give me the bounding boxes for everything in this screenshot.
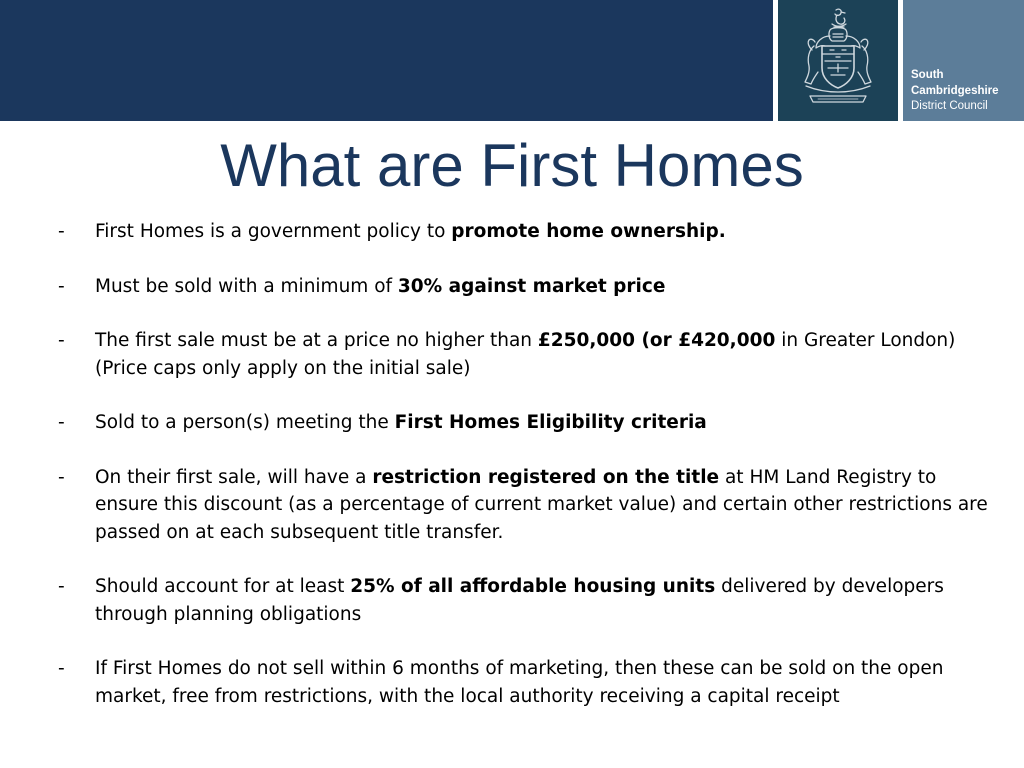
bullet-item [58,655,998,710]
bullet-item [58,327,998,382]
bullet-bold-text: 25% of all affordable housing units [350,576,716,597]
bullet-bold-text: 30% against market price [397,275,666,297]
bullet-text: On their first sale, will have a [95,466,373,488]
crest-panel [778,0,898,121]
bullet-dash: - [58,576,65,597]
bullet-text: First Homes is a government policy to [95,221,452,242]
slide-title: What are First Homes [220,132,804,199]
council-name-line-3: District Council [911,100,988,112]
header-band [0,0,773,121]
bullet-text: The first sale must be at a price no higher than [95,330,538,351]
bullet-item [58,409,998,437]
bullet-bold-text: promote home ownership. [451,221,726,242]
council-name-line-2: Cambridgeshire [911,84,999,97]
bullet-text: Sold to a person(s) meeting the [95,412,395,433]
bullet-text: Should account for at least [95,576,351,597]
bullet-item [58,464,998,547]
bullet-dash: - [58,330,65,351]
bullet-dash: - [58,275,65,297]
bullet-text: delivered by developers through planning obligations [95,576,944,625]
bullet-text: Must be sold with a minimum of [95,275,398,297]
council-name-panel [903,0,1024,121]
bullet-text: at HM Land Registry to ensure this discount (as a percentage of current market value) and certain other restrictions are passed on at each subsequent title transfer. [95,466,988,543]
header-banner [0,0,1024,121]
council-name [911,68,999,115]
bullet-dash: - [58,221,65,242]
bullet-item [58,273,998,301]
bullet-dash: - [58,658,65,679]
coat-of-arms-icon [792,6,884,114]
bullet-item [58,573,998,628]
bullet-list [58,218,998,737]
bullet-text: in Greater London) (Price caps only apply on the initial sale) [95,330,956,379]
council-name-line-1: South [911,69,944,81]
bullet-item [58,218,998,246]
bullet-text: If First Homes do not sell within 6 months of marketing, then these can be sold on the open market, free from restrictions, with the local authority receiving a capital receipt [95,658,944,707]
bullet-bold-text: restriction registered on the title [372,466,720,488]
bullet-dash: - [58,412,65,433]
bullet-bold-text: First Homes Eligibility criteria [394,412,707,433]
bullet-dash: - [58,466,65,488]
bullet-bold-text: £250,000 (or £420,000 [537,330,776,351]
